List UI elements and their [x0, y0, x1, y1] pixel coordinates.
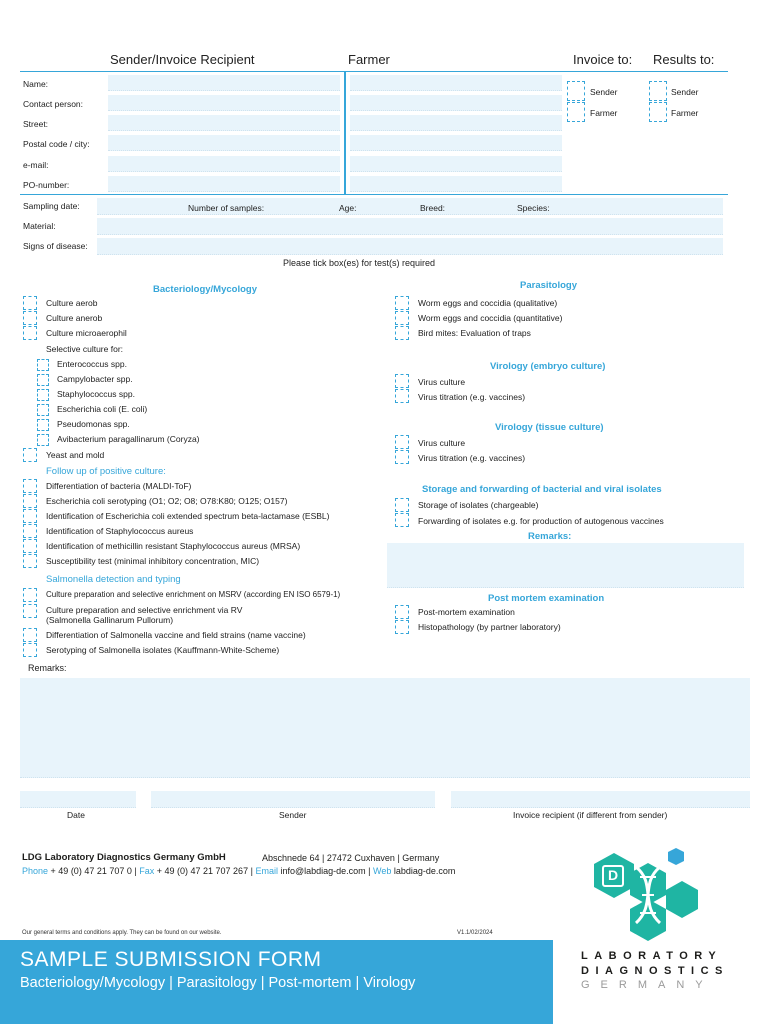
- msrv-label: Culture preparation and selective enrichment on MSRV (according EN ISO 6579-1): [46, 590, 341, 599]
- salmonella-diff-checkbox[interactable]: [23, 628, 37, 642]
- pseudomonas-label: Pseudomonas spp.: [57, 419, 130, 429]
- parasitology-title: Parasitology: [520, 280, 578, 291]
- phone-label: Phone: [22, 866, 49, 876]
- results-to-heading: Results to:: [653, 52, 715, 67]
- esbl-checkbox[interactable]: [23, 509, 37, 523]
- name-label: Name:: [23, 79, 49, 89]
- age-label: Age:: [339, 203, 357, 213]
- farmer-po-field[interactable]: [350, 176, 562, 192]
- embryo-virus-titration-label: Virus titration (e.g. vaccines): [418, 392, 526, 402]
- date-field[interactable]: [20, 791, 136, 808]
- sender-invoice-heading: Sender/Invoice Recipient: [110, 52, 255, 67]
- invoice-recipient-signature-field[interactable]: [451, 791, 750, 808]
- terms-text: Our general terms and conditions apply. They can be found on our website.: [22, 930, 222, 936]
- esbl-label: Identification of Escherichia coli extended spectrum beta-lactamase (ESBL): [46, 511, 330, 521]
- histopathology-checkbox[interactable]: [395, 620, 409, 634]
- logo-mark: D: [602, 865, 624, 887]
- bird-mites-label: Bird mites: Evaluation of traps: [418, 328, 531, 338]
- form-title: SAMPLE SUBMISSION FORM: [20, 948, 322, 971]
- pseudomonas-checkbox[interactable]: [37, 419, 49, 431]
- logo-line-3: GERMANY: [581, 979, 714, 991]
- mic-checkbox[interactable]: [23, 554, 37, 568]
- farmer-postal-field[interactable]: [350, 135, 562, 151]
- follow-up-title: Follow up of positive culture:: [46, 466, 166, 477]
- material-label: Material:: [23, 221, 56, 231]
- maldi-checkbox[interactable]: [23, 479, 37, 493]
- culture-anerob-label: Culture anerob: [46, 313, 103, 323]
- virology-tissue-title: Virology (tissue culture): [495, 422, 604, 433]
- email-link[interactable]: info@labdiag-de.com: [280, 866, 366, 876]
- material-field[interactable]: [97, 218, 723, 235]
- number-of-samples-label: Number of samples:: [188, 203, 265, 213]
- sender-email-field[interactable]: [108, 156, 340, 172]
- results-farmer-label: Farmer: [671, 108, 699, 118]
- invoice-to-heading: Invoice to:: [573, 52, 633, 67]
- mic-label: Susceptibility test (minimal inhibitory concentration, MIC): [46, 556, 260, 566]
- column-divider: [344, 72, 346, 194]
- virology-embryo-title: Virology (embryo culture): [490, 361, 606, 372]
- contact-person-label: Contact person:: [23, 99, 84, 109]
- ecoli-serotyping-label: Escherichia coli serotyping (O1; O2; O8; O78:K80; O125; O157): [46, 496, 288, 506]
- storage-remarks-label: Remarks:: [528, 531, 572, 542]
- farmer-contact-field[interactable]: [350, 95, 562, 111]
- logo-line-2: DIAGNOSTICS: [581, 965, 729, 977]
- fax-label: Fax: [139, 866, 155, 876]
- phone-number[interactable]: + 49 (0) 47 21 707 0: [50, 866, 132, 876]
- worm-qualitative-checkbox[interactable]: [395, 296, 409, 310]
- campylobacter-checkbox[interactable]: [37, 374, 49, 386]
- storage-isolates-label: Storage of isolates (chargeable): [418, 500, 539, 510]
- yeast-mold-label: Yeast and mold: [46, 450, 105, 460]
- species-label: Species:: [517, 203, 550, 213]
- sender-postal-field[interactable]: [108, 135, 340, 151]
- tissue-virus-titration-label: Virus titration (e.g. vaccines): [418, 453, 526, 463]
- staph-aureus-checkbox[interactable]: [23, 524, 37, 538]
- mrsa-checkbox[interactable]: [23, 539, 37, 553]
- company-contact-line: Phone + 49 (0) 47 21 707 0 | Fax + 49 (0) 47 21 707 267 | Email info@labdiag-de.com | Web labdiag-de.com: [22, 866, 456, 876]
- storage-title: Storage and forwarding of bacterial and viral isolates: [422, 484, 662, 495]
- fax-number: + 49 (0) 47 21 707 267: [156, 866, 249, 876]
- sender-name-field[interactable]: [108, 75, 340, 91]
- ecoli-label: Escherichia coli (E. coli): [57, 404, 148, 414]
- yeast-mold-checkbox[interactable]: [23, 448, 37, 462]
- ecoli-serotyping-checkbox[interactable]: [23, 494, 37, 508]
- form-subtitle: Bacteriology/Mycology | Parasitology | Post-mortem | Virology: [20, 975, 416, 991]
- post-mortem-checkbox[interactable]: [395, 605, 409, 619]
- sender-po-field[interactable]: [108, 176, 340, 192]
- tick-instruction: Please tick box(es) for test(s) required: [283, 258, 436, 268]
- farmer-email-field[interactable]: [350, 156, 562, 172]
- invoice-farmer-checkbox[interactable]: [567, 102, 585, 122]
- salmonella-title: Salmonella detection and typing: [46, 574, 181, 585]
- web-label: Web: [373, 866, 392, 876]
- culture-microaerophil-checkbox[interactable]: [23, 326, 37, 340]
- version-text: V1.1/02/2024: [457, 930, 493, 936]
- results-sender-checkbox[interactable]: [649, 81, 667, 101]
- embryo-virus-culture-label: Virus culture: [418, 377, 466, 387]
- tissue-virus-culture-checkbox[interactable]: [395, 435, 409, 449]
- avibacterium-label: Avibacterium paragallinarum (Coryza): [57, 434, 200, 444]
- selective-culture-title: Selective culture for:: [46, 344, 124, 354]
- post-mortem-label: Post-mortem examination: [418, 607, 515, 617]
- staph-aureus-label: Identification of Staphylococcus aureus: [46, 526, 194, 536]
- msrv-checkbox[interactable]: [23, 588, 37, 602]
- farmer-name-field[interactable]: [350, 75, 562, 91]
- mrsa-label: Identification of methicillin resistant Staphylococcus aureus (MRSA): [46, 541, 301, 551]
- forwarding-isolates-checkbox[interactable]: [395, 513, 409, 527]
- histopathology-label: Histopathology (by partner laboratory): [418, 622, 561, 632]
- storage-remarks-field[interactable]: [387, 543, 744, 588]
- rv-sub-label: (Salmonella Gallinarum Pullorum): [46, 615, 174, 625]
- forwarding-isolates-label: Forwarding of isolates e.g. for production of autogenous vaccines: [418, 516, 664, 526]
- culture-microaerophil-label: Culture microaerophil: [46, 328, 127, 338]
- remarks-label: Remarks:: [28, 663, 67, 673]
- maldi-label: Differentiation of bacteria (MALDI-ToF): [46, 481, 192, 491]
- salmonella-serotyping-label: Serotyping of Salmonella isolates (Kauffmann-White-Scheme): [46, 645, 280, 655]
- street-label: Street:: [23, 119, 49, 129]
- date-caption: Date: [67, 810, 85, 820]
- signs-of-disease-label: Signs of disease:: [23, 241, 88, 251]
- invoice-recipient-caption: Invoice recipient (if different from sender): [513, 810, 668, 820]
- sender-contact-field[interactable]: [108, 95, 340, 111]
- invoice-sender-checkbox[interactable]: [567, 81, 585, 101]
- bird-mites-checkbox[interactable]: [395, 326, 409, 340]
- invoice-sender-label: Sender: [590, 87, 618, 97]
- logo-line-1: LABORATORY: [581, 950, 723, 962]
- remarks-field[interactable]: [20, 678, 750, 778]
- results-sender-label: Sender: [671, 87, 699, 97]
- results-farmer-checkbox[interactable]: [649, 102, 667, 122]
- enterococcus-checkbox[interactable]: [37, 359, 49, 371]
- invoice-farmer-label: Farmer: [590, 108, 618, 118]
- postal-city-label: Postal code / city:: [23, 139, 90, 149]
- sender-caption: Sender: [279, 810, 307, 820]
- embryo-virus-titration-checkbox[interactable]: [395, 389, 409, 403]
- salmonella-diff-label: Differentiation of Salmonella vaccine and field strains (name vaccine): [46, 630, 306, 640]
- sampling-date-label: Sampling date:: [23, 201, 80, 211]
- salmonella-serotyping-checkbox[interactable]: [23, 643, 37, 657]
- company-address: Abschnede 64 | 27472 Cuxhaven | Germany: [262, 853, 440, 863]
- contact-divider: [20, 194, 728, 195]
- staphylococcus-label: Staphylococcus spp.: [57, 389, 135, 399]
- avibacterium-checkbox[interactable]: [37, 434, 49, 446]
- worm-qualitative-label: Worm eggs and coccidia (qualitative): [418, 298, 558, 308]
- ldg-logo-icon: [578, 843, 718, 943]
- storage-isolates-checkbox[interactable]: [395, 498, 409, 512]
- breed-label: Breed:: [420, 203, 446, 213]
- farmer-street-field[interactable]: [350, 115, 562, 131]
- rv-label: Culture preparation and selective enrichment via RV: [46, 605, 243, 615]
- bacteriology-title: Bacteriology/Mycology: [153, 284, 257, 295]
- email-label-footer: Email: [255, 866, 278, 876]
- po-number-label: PO-number:: [23, 180, 70, 190]
- campylobacter-label: Campylobacter spp.: [57, 374, 133, 384]
- embryo-virus-culture-checkbox[interactable]: [395, 374, 409, 388]
- post-mortem-title: Post mortem examination: [488, 593, 605, 604]
- tissue-virus-culture-label: Virus culture: [418, 438, 466, 448]
- ecoli-checkbox[interactable]: [37, 404, 49, 416]
- staphylococcus-checkbox[interactable]: [37, 389, 49, 401]
- signs-of-disease-field[interactable]: [97, 238, 723, 255]
- culture-aerob-checkbox[interactable]: [23, 296, 37, 310]
- header-divider: [20, 71, 728, 72]
- sender-street-field[interactable]: [108, 115, 340, 131]
- worm-quantitative-checkbox[interactable]: [395, 311, 409, 325]
- sender-signature-field[interactable]: [151, 791, 435, 808]
- email-label: e-mail:: [23, 160, 49, 170]
- farmer-heading: Farmer: [348, 52, 390, 67]
- rv-checkbox[interactable]: [23, 604, 37, 618]
- culture-aerob-label: Culture aerob: [46, 298, 98, 308]
- worm-quantitative-label: Worm eggs and coccidia (quantitative): [418, 313, 563, 323]
- culture-anerob-checkbox[interactable]: [23, 311, 37, 325]
- company-name: LDG Laboratory Diagnostics Germany GmbH: [22, 852, 226, 863]
- enterococcus-label: Enterococcus spp.: [57, 359, 127, 369]
- web-link[interactable]: labdiag-de.com: [393, 866, 456, 876]
- tissue-virus-titration-checkbox[interactable]: [395, 450, 409, 464]
